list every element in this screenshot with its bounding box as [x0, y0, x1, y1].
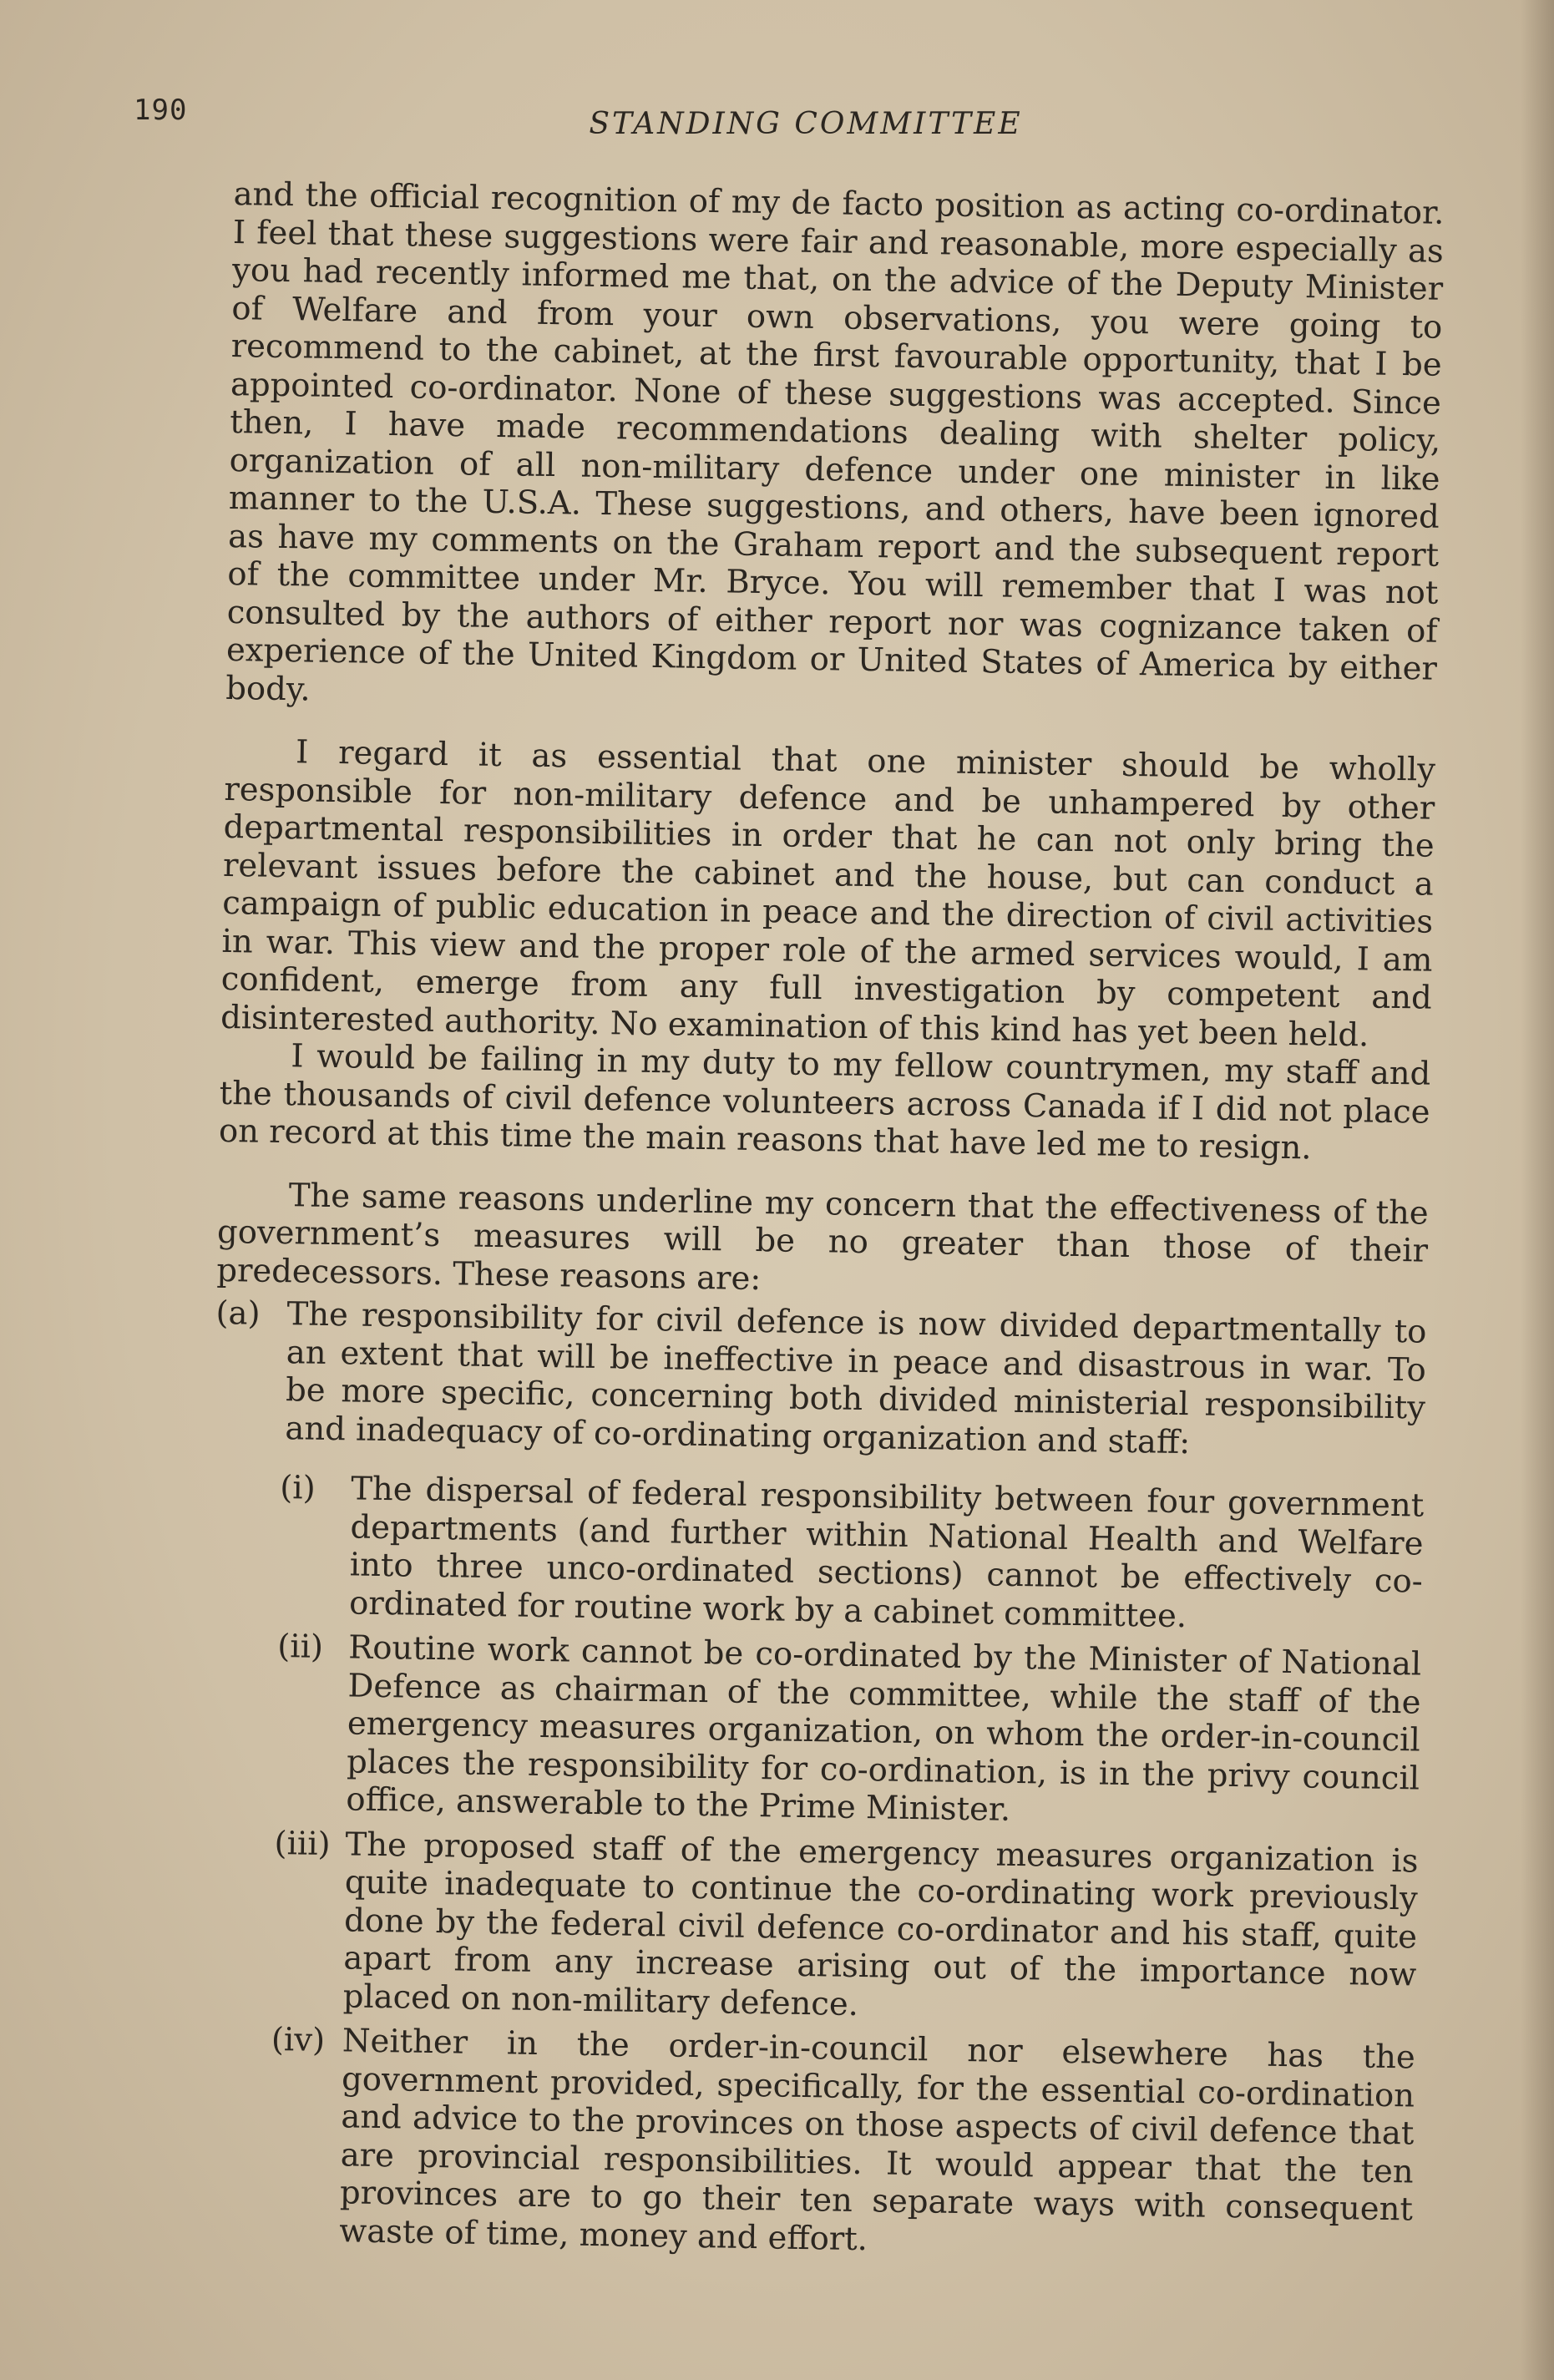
list-marker-ii: (ii)	[276, 1628, 324, 1666]
list-marker-i: (i)	[279, 1469, 316, 1507]
body-text	[201, 175, 1445, 2266]
list-item-i	[211, 1468, 1425, 1639]
list-item-i-text: The dispersal of federal responsibility between four government departments (and further within National Health and Welfare into three unco-ordinated sections) cannot be effectively co-ordinated for routine work by a cabinet committee.	[348, 1470, 1425, 1635]
list-item-iv-text: Neither in the order-in-council nor elsewhere has the government provided, specifically, for the essential co-ordination and advice to the provinces on those aspects of civil defence that are provincial responsibilities. It would appear that the ten provinces are to go their ten separate ways with consequent waste of time, money and effort.	[339, 2022, 1416, 2258]
list-item-ii-text: Routine work cannot be co-ordinated by the Minister of National Defence as chairman of the committee, while the staff of the emergency measures organization, on whom the order-in-council places the responsibility for co-ordination, is in the privy council office, answerable to the Prime Minister.	[346, 1628, 1422, 1829]
paragraph-resign: I would be failing in my duty to my fellow countrymen, my staff and the thousands of civil defence volunteers across Canada if I did not place on record at this time the main reasons that have led me to resign.	[218, 1037, 1431, 1167]
list-item-ii	[208, 1627, 1421, 1836]
list-item-iv	[201, 2020, 1415, 2267]
page-number: 190	[134, 94, 188, 127]
list-marker-iv: (iv)	[271, 2020, 326, 2059]
running-head: STANDING COMMITTEE	[589, 107, 1023, 141]
list-item-a	[214, 1294, 1427, 1466]
list-item-iii-text: The proposed staff of the emergency measures organization is quite inadequate to continue the co-ordinating work previously done by the federal civil defence co-ordinator and his staff, quite apart from any increase arising out of the importance now placed on non-military defence.	[342, 1825, 1419, 2023]
list-item-a-text: The responsibility for civil defence is now divided departmentally to an extent that will be ineffective in peace and disastrous in war. To be more specific, concerning both divided ministerial responsibility and inadequacy of co-ordinating organization and staff:	[285, 1295, 1427, 1461]
paragraph-one-minister: I regard it as essential that one minister should be wholly responsible for non-military defence and be unhampered by other departmental responsibilities in order that he can not only bring the relevant issues before the cabinet and the house, but can conduct a campaign of public education in peace and the direction of civil activities in war. This view and the proper role of the armed services would, I am confident, emerge from any full investigation by competent and disinterested authority. No examination of this kind has yet been held.	[220, 733, 1436, 1054]
list-marker-iii: (iii)	[274, 1824, 331, 1863]
list-marker-a: (a)	[215, 1294, 261, 1333]
paragraph-continuation: and the official recognition of my de facto position as acting co-ordinator. I feel that these suggestions were fair and reasonable, more especially as you had recently informed me that, on the advice of the Deputy Minister of Welfare and from your own observations, you were going to recommend to the cabinet, at the first favourable opportunity, that I be appointed co-ordinator. None of these suggestions was accepted. Since then, I have made recommendations dealing with shelter policy, organization of all non-military defence under one minister in like manner to the U.S.A. These suggestions, and others, have been ignored as have my comments on the Graham report and the subsequent report of the committee under Mr. Bryce. You will remember that I was not consulted by the authors of either report nor was cognizance taken of experience of the United Kingdom or United States of America by either body.	[225, 175, 1445, 709]
paragraph-reasons-intro: The same reasons underline my concern that the effectiveness of the government’s measures will be no greater than those of their predecessors. These reasons are:	[216, 1176, 1430, 1298]
list-item-iii	[205, 1823, 1418, 2032]
